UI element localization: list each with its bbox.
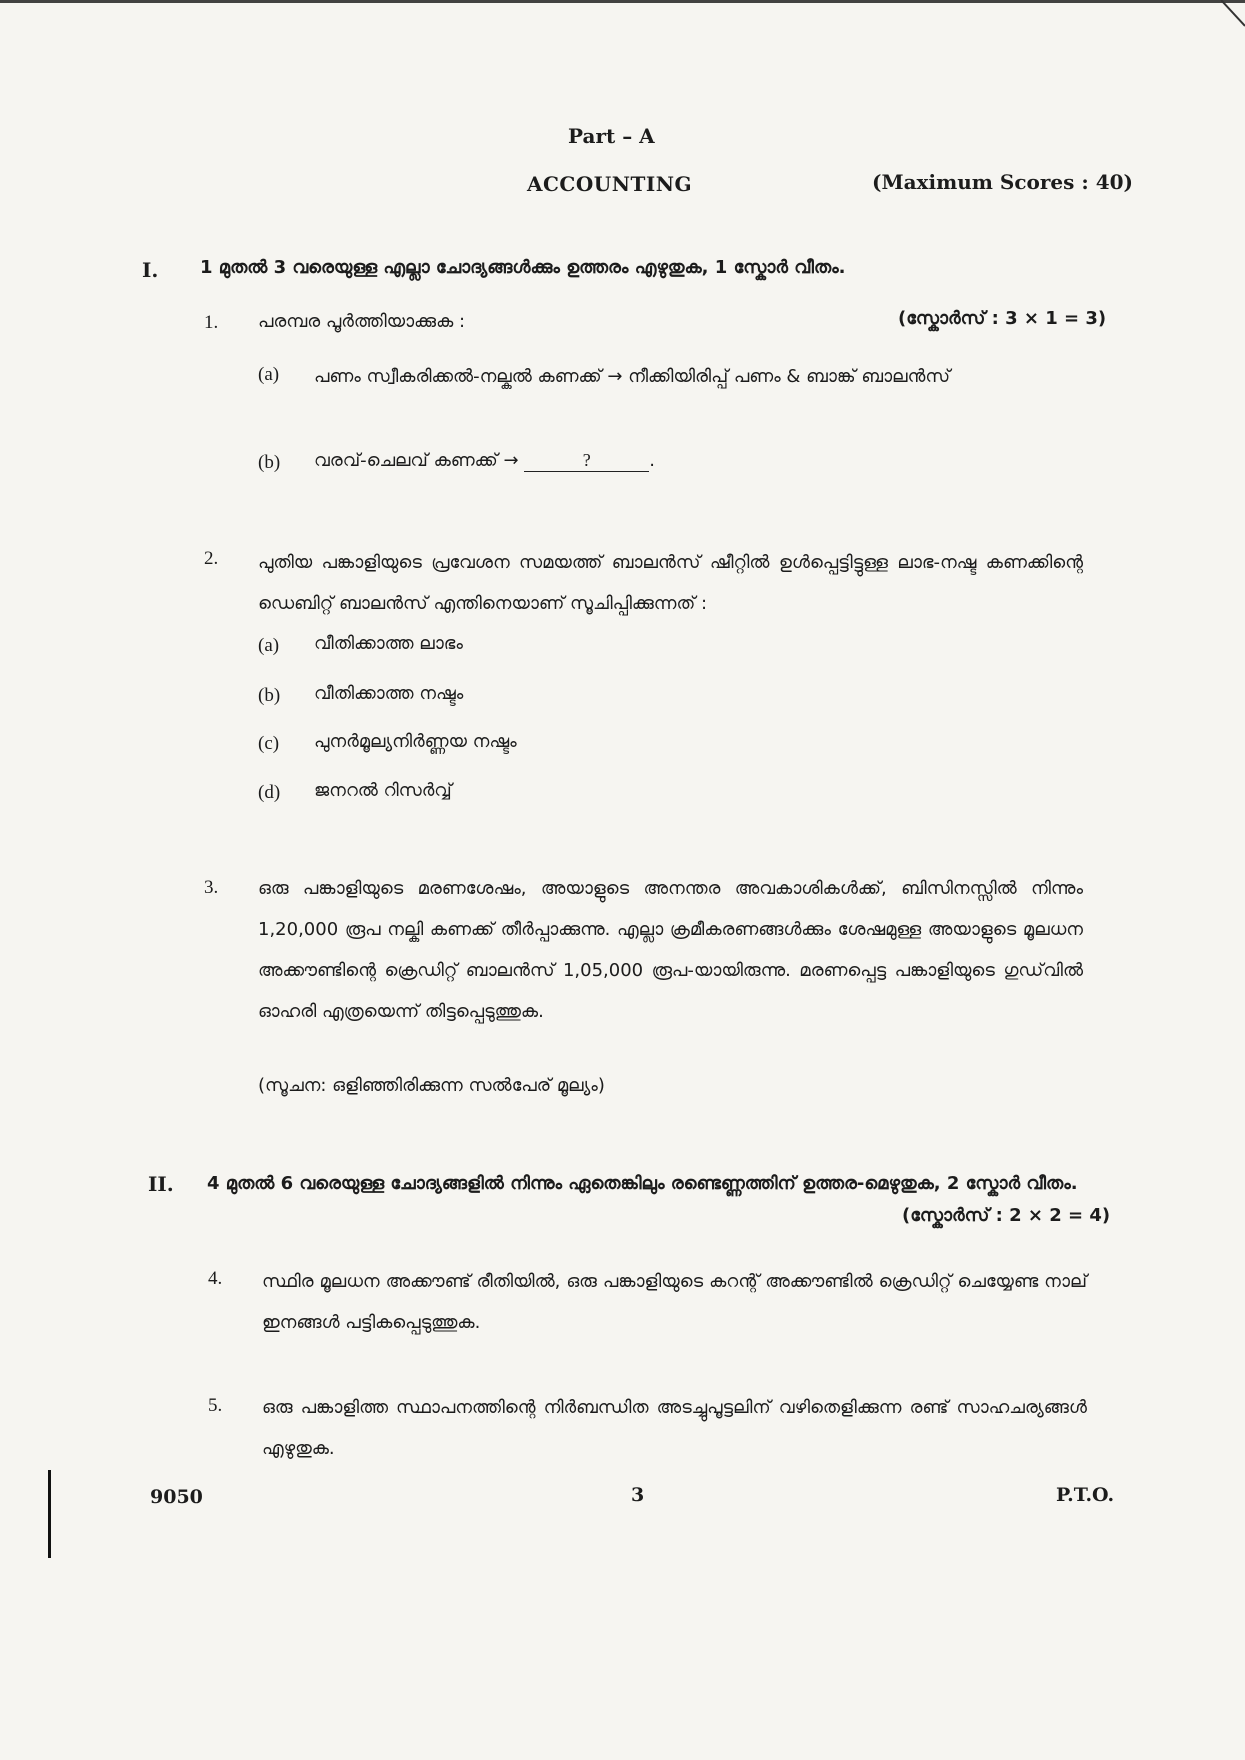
- option-text: വീതിക്കാത്ത നഷ്ടം: [314, 683, 464, 704]
- paper-code: 9050: [150, 1486, 203, 1508]
- question-number: 1.: [204, 312, 219, 333]
- question-text: പുതിയ പങ്കാളിയുടെ പ്രവേശന സമയത്ത് ബാലൻസ് ഷീറ്റിൽ ഉൾപ്പെട്ടിട്ടുള്ള ലാഭ-നഷ്ട കണക്കിന്റെ ഡെബിറ്റ് ബാലൻസ് എന്തിനെയാണ് സൂചിപ്പിക്കുന്നത് :: [258, 552, 1083, 614]
- question-number: 4.: [208, 1268, 223, 1289]
- section-number: II.: [148, 1172, 174, 1196]
- question-text: ഒരു പങ്കാളിയുടെ മരണശേഷം, അയാളുടെ അനന്തര അവകാശികൾക്ക്, ബിസിനസ്സിൽ നിന്നും 1,20,000 രൂപ നല്കി കണക്ക് തീർപ്പാക്കുന്നു. എല്ലാ ക്രമീകരണങ്ങൾക്കും ശേഷമുള്ള അയാളുടെ മൂലധന അക്കൗണ്ടിന്റെ ക്രെഡിറ്റ് ബാലൻസ് 1,05,000 രൂപ-യായിരുന്നു. മരണപ്പെട്ട പങ്കാളിയുടെ ഗുഡ്‌വിൽ ഓഹരി എത്രയെന്ന് തിട്ടപ്പെടുത്തുക.: [258, 878, 1083, 1022]
- question-text: പരമ്പര പൂർത്തിയാക്കുക :: [258, 311, 466, 332]
- option-label: (a): [258, 364, 280, 385]
- answer-blank: ?: [524, 451, 649, 472]
- question-number: 3.: [204, 877, 219, 898]
- option-text: [314, 450, 655, 472]
- option-text: പുനർമൂല്യനിർണ്ണയ നഷ്ടം: [314, 731, 517, 752]
- top-edge-rule: [0, 0, 1245, 3]
- page-number: 3: [631, 1484, 645, 1506]
- blank-period: .: [649, 450, 655, 471]
- question-number: 5.: [208, 1395, 223, 1416]
- part-heading: Part – A: [568, 124, 655, 148]
- option-label: (b): [258, 685, 281, 706]
- question-hint: (സൂചന: ഒളിഞ്ഞിരിക്കുന്ന സൽപേര് മൂല്യം): [258, 1075, 605, 1096]
- subject-title: ACCOUNTING: [527, 172, 693, 196]
- option-text: പണം സ്വീകരിക്കൽ-നല്കൽ കണക്ക് → നീക്കിയിരിപ്പ് പണം & ബാങ്ക് ബാലൻസ്: [314, 366, 951, 387]
- option-label: (b): [258, 452, 281, 473]
- section-instruction: 1 മുതൽ 3 വരെയുള്ള എല്ലാ ചോദ്യങ്ങൾക്കും ഉത്തരം എഴുതുക, 1 സ്കോർ വീതം.: [200, 257, 846, 278]
- section-number: I.: [142, 258, 159, 282]
- option-text: വീതിക്കാത്ത ലാഭം: [314, 633, 463, 654]
- please-turn-over: P.T.O.: [1056, 1484, 1115, 1506]
- margin-pen-mark: [48, 1470, 51, 1558]
- question-score: (സ്കോർസ് : 3 × 1 = 3): [898, 308, 1107, 329]
- question-text: സ്ഥിര മൂലധന അക്കൗണ്ട് രീതിയിൽ, ഒരു പങ്കാളിയുടെ കറന്റ് അക്കൗണ്ടിൽ ക്രെഡിറ്റ് ചെയ്യേണ്ട നാല് ഇനങ്ങൾ പട്ടികപ്പെടുത്തുക.: [262, 1271, 1087, 1333]
- option-text: ജനറൽ റിസർവ്വ്: [314, 780, 452, 801]
- question-number: 2.: [204, 548, 219, 569]
- option-label: (c): [258, 733, 280, 754]
- maximum-scores: (Maximum Scores : 40): [872, 170, 1133, 194]
- section-instruction: 4 മുതൽ 6 വരെയുള്ള ചോദ്യങ്ങളിൽ നിന്നും ഏതെങ്കിലും രണ്ടെണ്ണത്തിന് ഉത്തര-മെഴുതുക, 2 സ്കോർ വീതം.: [207, 1173, 1078, 1194]
- question-text: ഒരു പങ്കാളിത്ത സ്ഥാപനത്തിന്റെ നിർബന്ധിത അടച്ചുപൂട്ടലിന് വഴിതെളിക്കുന്ന രണ്ട് സാഹചര്യങ്ങൾ എഴുതുക.: [262, 1397, 1087, 1459]
- section-score: (സ്കോർസ് : 2 × 2 = 4): [902, 1205, 1111, 1226]
- folded-corner-mark: [1215, 0, 1245, 30]
- option-label: (d): [258, 782, 281, 803]
- option-label: (a): [258, 635, 280, 656]
- option-text-lead: വരവ്-ചെലവ് കണക്ക് →: [314, 450, 519, 471]
